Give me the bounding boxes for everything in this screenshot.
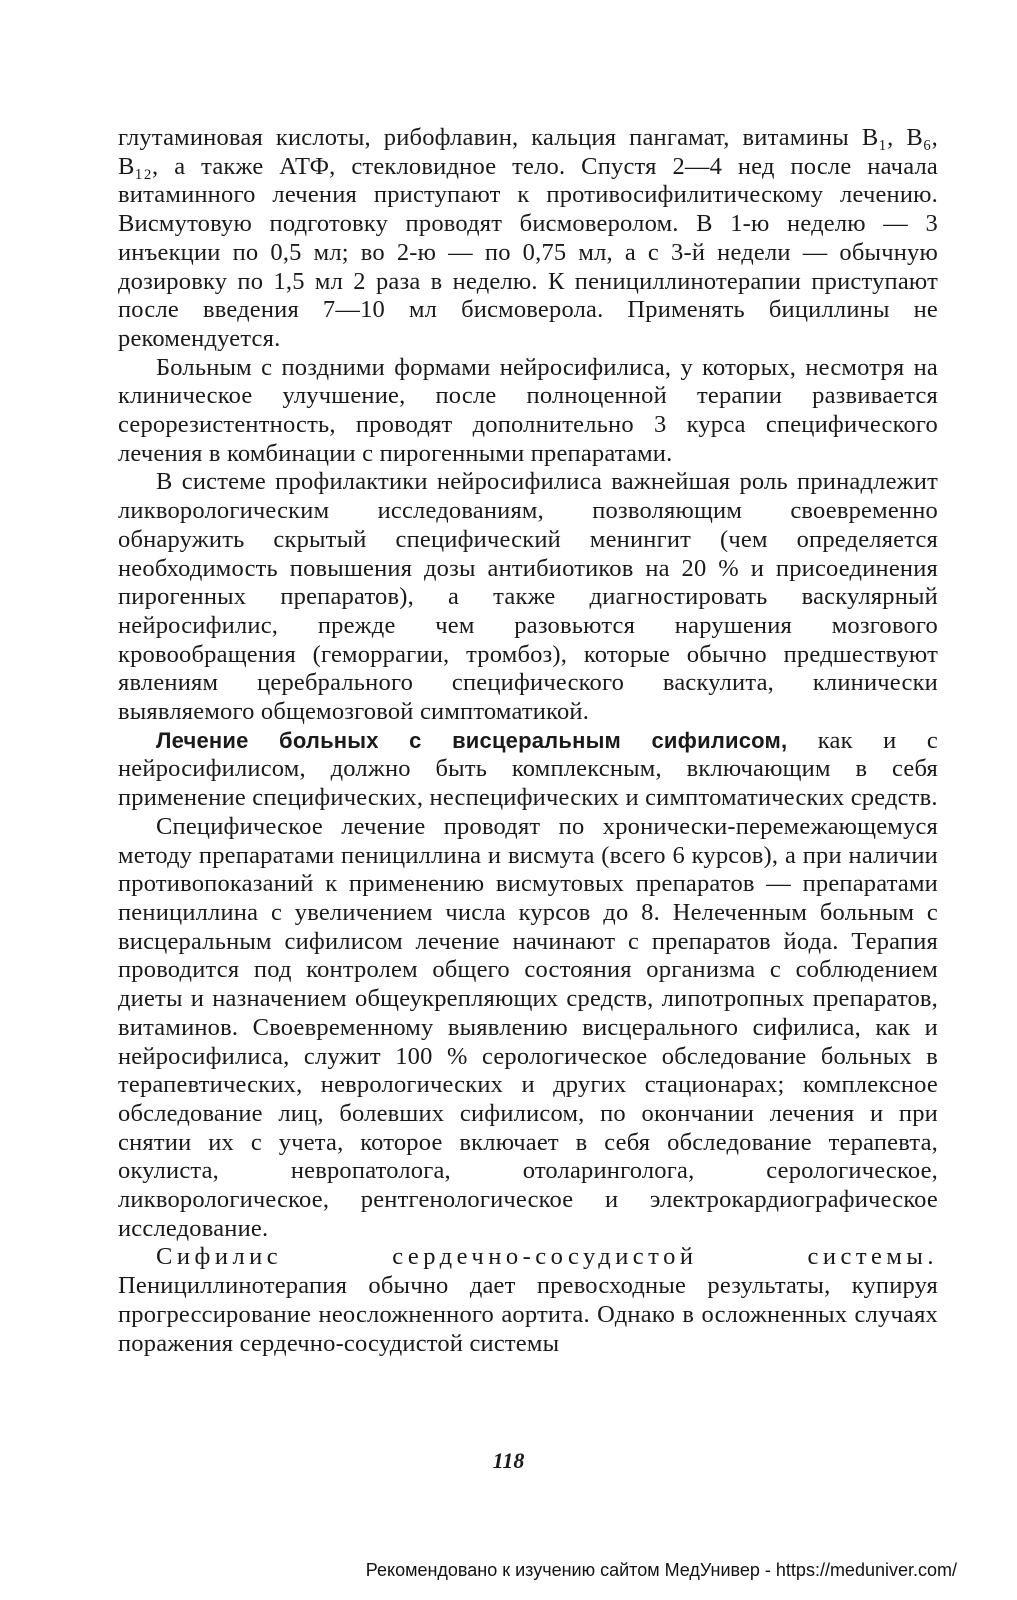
paragraph: В системе профилактики нейросифилиса важнейшая роль принадлежит ликворологическим исследованиям, позволяющим своевременно обнаружить скрытый специфический менингит (чем определяется необходимость повышения дозы антибиотиков на 20 % и присоединения пирогенных препаратов), а также диагностировать васкулярный нейросифилис, прежде чем разовьются нарушения мозгового кровообращения (геморрагии, тромбоз), которые обычно предшествуют явлениям церебрального специфического васкулита, клинически выявляемого общемозговой симптоматикой. bbox=[118, 468, 938, 726]
section-heading: Лечение больных с висцеральным сифилисом, bbox=[156, 727, 788, 753]
page-body bbox=[118, 124, 938, 1358]
footer-link[interactable]: Рекомендовано к изучению сайтом МедУнивер - https://meduniver.com/ bbox=[365, 1560, 957, 1580]
paragraph bbox=[118, 727, 938, 813]
paragraph: глутаминовая кислоты, рибофлавин, кальция пангамат, витамины B₁, B₆, B₁₂, а также АТФ, стекловидное тело. Спустя 2—4 нед после начала витаминного лечения приступают к противосифилитическому лечению. Висмутовую подготовку проводят бисмоверолом. В 1-ю неделю — 3 инъекции по 0,5 мл; во 2-ю — по 0,75 мл, а с 3-й недели — обычную дозировку по 1,5 мл 2 раза в неделю. К пенициллинотерапии приступают после введения 7—10 мл бисмоверола. Применять бициллины не рекомендуется. bbox=[118, 124, 938, 352]
page-number: 118 bbox=[492, 1448, 525, 1473]
paragraph-text: как и с нейросифилисом, должно быть комплексным, включающим в себя применение специфических, неспецифических и симптоматических средств. bbox=[118, 726, 938, 812]
section-heading: Сифилис сердечно-сосудистой системы. bbox=[156, 1243, 938, 1271]
paragraph: Больным с поздними формами нейросифилиса, у которых, несмотря на клиническое улучшение, после полноценной терапии развивается серорезистентность, проводят дополнительно 3 курса специфического лечения в комбинации с пирогенными препаратами. bbox=[118, 353, 938, 467]
paragraph: Специфическое лечение проводят по хронически-перемежающемуся методу препаратами пенициллина и висмута (всего 6 курсов), а при наличии противопоказаний к применению висмутовых препаратов — препаратами пенициллина с увеличением числа курсов до 8. Нелеченным больным с висцеральным сифилисом лечение начинают с препаратов йода. Терапия проводится под контролем общего состояния организма с соблюдением диеты и назначением общеукрепляющих средств, липотропных препаратов, витаминов. Своевременному выявлению висцерального сифилиса, как и нейросифилиса, служит 100 % серологическое обследование больных в терапевтических, неврологических и других стационарах; комплексное обследование лиц, болевших сифилисом, по окончании лечения и при снятии их с учета, которое включает в себя обследование терапевта, окулиста, невропатолога, отоларинголога, серологическое, ликворологическое, рентгенологическое и электрокардиографическое исследование. bbox=[118, 812, 938, 1242]
paragraph bbox=[118, 1243, 938, 1358]
paragraph-text: Пенициллинотерапия обычно дает превосходные результаты, купируя прогрессирование неосложненного аортита. Однако в осложненных случаях поражения сердечно-сосудистой системы bbox=[118, 1272, 938, 1357]
